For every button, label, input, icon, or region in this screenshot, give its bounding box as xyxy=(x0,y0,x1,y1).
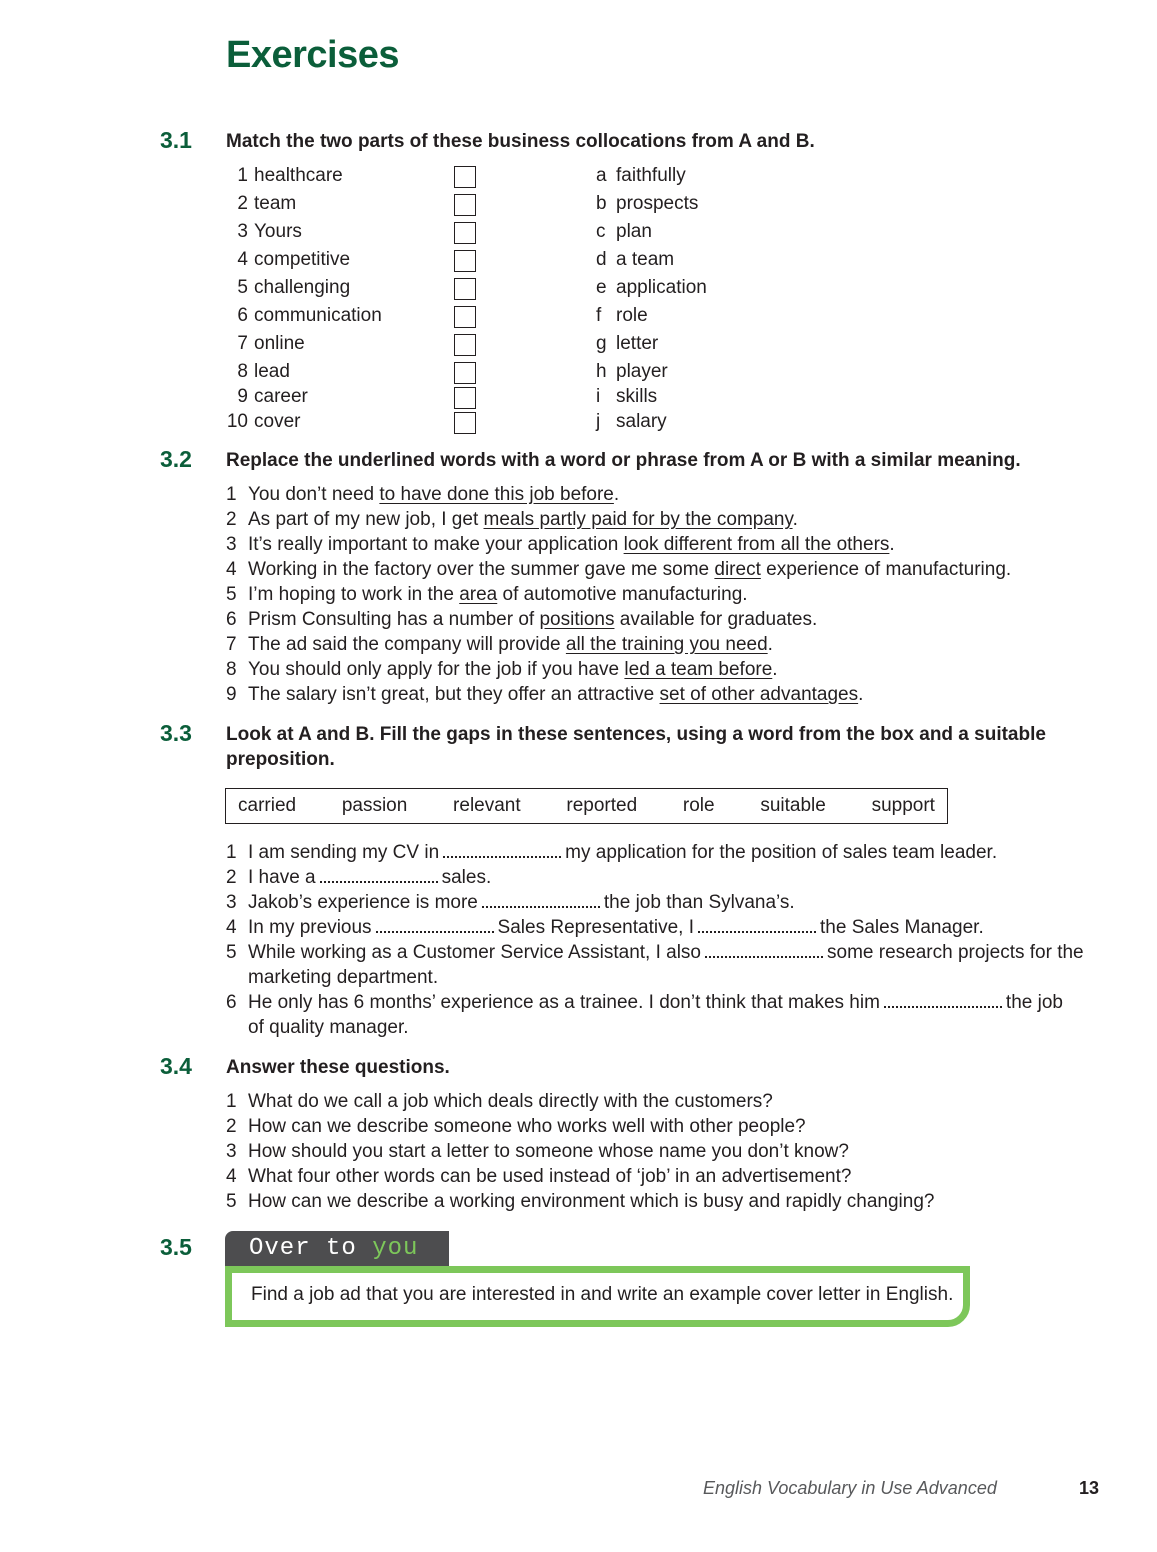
answer-box[interactable] xyxy=(454,278,476,300)
list-item: 1 What do we call a job which deals directly with the customers? xyxy=(226,1091,773,1112)
exercise-instruction: Match the two parts of these business collocations from A and B. xyxy=(226,131,815,152)
list-item: b prospects xyxy=(596,193,699,214)
list-item: i skills xyxy=(596,386,658,407)
list-item: 2 team xyxy=(237,193,297,214)
list-item: 4 Working in the factory over the summer gave me some direct experience of manufacturing. xyxy=(226,559,1012,580)
answer-box[interactable] xyxy=(454,387,476,409)
word-box-item: support xyxy=(871,795,935,816)
page-number: 13 xyxy=(1079,1478,1100,1498)
page-title: Exercises xyxy=(226,34,399,76)
list-item: f role xyxy=(596,305,648,326)
list-item: 1 healthcare xyxy=(237,165,343,186)
answer-box[interactable] xyxy=(454,250,476,272)
book-title: English Vocabulary in Use Advanced xyxy=(703,1478,997,1498)
exercise-instruction: Look at A and B. Fill the gaps in these sentences, using a word from the box and a suitable preposition. xyxy=(226,724,1046,770)
answer-box[interactable] xyxy=(454,306,476,328)
list-item: 2 As part of my new job, I get meals partly paid for by the company. xyxy=(226,509,798,530)
list-item: 5 I’m hoping to work in the area of automotive manufacturing. xyxy=(226,584,748,605)
list-item: e application xyxy=(596,277,707,298)
answer-box[interactable] xyxy=(454,334,476,356)
list-item: 8 You should only apply for the job if you have led a team before. xyxy=(226,659,778,680)
word-box-item: suitable xyxy=(760,795,826,816)
list-item: 4 competitive xyxy=(237,249,351,270)
list-item: g letter xyxy=(596,333,659,354)
gap-blank[interactable] xyxy=(320,867,438,883)
gap-blank[interactable] xyxy=(698,917,816,933)
gap-blank[interactable] xyxy=(376,917,494,933)
answer-box[interactable] xyxy=(454,166,476,188)
gap-blank[interactable] xyxy=(482,892,600,908)
answer-box[interactable] xyxy=(454,222,476,244)
list-item: 1 I am sending my CV in my application for the position of sales team leader. xyxy=(226,842,998,863)
answer-box[interactable] xyxy=(454,362,476,384)
list-item: 6 communication xyxy=(237,305,382,326)
list-item: 1 You don’t need to have done this job before. xyxy=(226,484,620,505)
list-item: 4 What four other words can be used instead of ‘job’ in an advertisement? xyxy=(226,1166,852,1187)
list-item: 3 How should you start a letter to someone whose name you don’t know? xyxy=(226,1141,849,1162)
over-to-you-text: Find a job ad that you are interested in and write an example cover letter in English. xyxy=(251,1284,954,1305)
answer-box[interactable] xyxy=(454,412,476,434)
word-box-item: reported xyxy=(566,795,638,816)
list-item: 10 cover xyxy=(226,411,301,432)
list-item: 2 How can we describe someone who works well with other people? xyxy=(226,1116,806,1137)
exercise-number: 3.2 xyxy=(160,446,192,472)
answer-box[interactable] xyxy=(454,194,476,216)
list-item: 3 It’s really important to make your application look different from all the others. xyxy=(226,534,895,555)
list-item: 5 challenging xyxy=(237,277,351,298)
list-item: 5 How can we describe a working environment which is busy and rapidly changing? xyxy=(226,1191,935,1212)
gap-blank[interactable] xyxy=(884,992,1002,1008)
word-box-item: relevant xyxy=(453,795,521,816)
list-item: 8 lead xyxy=(237,361,290,382)
list-item: 6 He only has 6 months’ experience as a trainee. I don’t think that makes him the job of quality manager. xyxy=(226,992,1063,1038)
word-box-item: carried xyxy=(238,795,297,816)
list-item: 6 Prism Consulting has a number of positions available for graduates. xyxy=(226,609,818,630)
list-item: 3 Jakob’s experience is more the job than Sylvana’s. xyxy=(226,892,795,913)
list-item: j salary xyxy=(596,411,667,432)
list-item: 9 The salary isn’t great, but they offer an attractive set of other advantages. xyxy=(226,684,864,705)
exercise-instruction: Answer these questions. xyxy=(226,1057,450,1078)
list-item: 9 career xyxy=(237,386,308,407)
list-item: c plan xyxy=(596,221,652,242)
exercise-number: 3.1 xyxy=(160,127,192,153)
list-item: a faithfully xyxy=(596,165,686,186)
list-item: 2 I have a sales. xyxy=(226,867,492,888)
exercise-instruction: Replace the underlined words with a word or phrase from A or B with a similar meaning. xyxy=(226,450,1021,471)
exercise-number: 3.5 xyxy=(160,1234,192,1260)
exercise-number: 3.4 xyxy=(160,1053,192,1079)
word-box xyxy=(225,788,948,824)
exercise-number: 3.3 xyxy=(160,720,192,746)
word-box-item: passion xyxy=(341,795,408,816)
list-item: 7 The ad said the company will provide all the training you need. xyxy=(226,634,773,655)
list-item: 7 online xyxy=(237,333,305,354)
list-item: h player xyxy=(596,361,668,382)
gap-blank[interactable] xyxy=(443,842,561,858)
list-item: 4 In my previous Sales Representative, I the Sales Manager. xyxy=(226,917,984,938)
word-box-item: role xyxy=(682,795,715,816)
list-item: 3 Yours xyxy=(237,221,302,242)
over-to-you-tab: Over to you xyxy=(225,1231,449,1267)
list-item: d a team xyxy=(596,249,675,270)
list-item: 5 While working as a Customer Service Assistant, I also some research projects for the marketing department. xyxy=(226,942,1084,988)
gap-blank[interactable] xyxy=(705,942,823,958)
